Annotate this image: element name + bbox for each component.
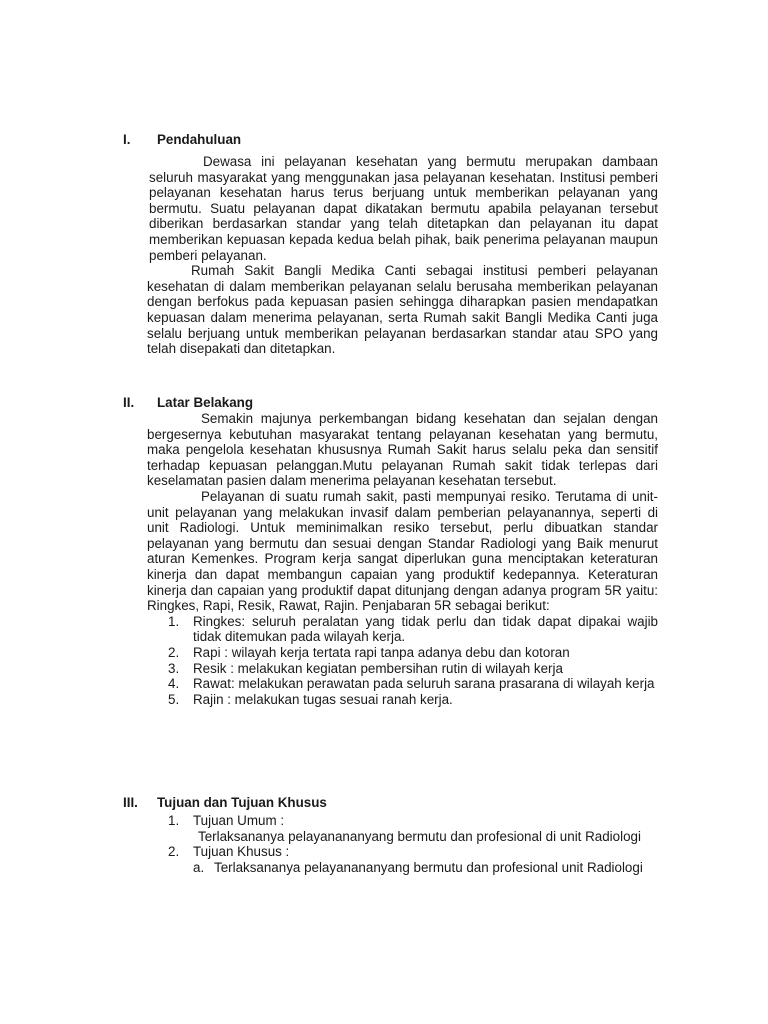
list-item-text: Rawat: melakukan perawatan pada seluruh sarana prasarana di wilayah kerja [193,676,655,692]
list-item [0,614,658,645]
goal-subitem [0,860,658,876]
section-tujuan [0,795,768,875]
goal-description: Terlaksananya pelayanananyang bermutu dan profesional di unit Radiologi [198,828,641,844]
paragraph: Pelayanan di suatu rumah sakit, pasti mempunyai resiko. Terutama di unit-unit pelayanan yang melakukan invasif dalam pemberian pelayanannya, seperti di unit Radiologi. Untuk meminimalkan resiko tersebut, perlu dibuatkan standar pelayanan yang bermutu dan sesuai dengan Standar Radiologi yang Baik menurut aturan Kemenkes. Program kerja sangat diperlukan guna menciptakan keteraturan kinerja dan dapat membangun capaian yang produktif kedepannya. Keteraturan kinerja dan capaian yang produktif dapat ditunjang dengan adanya program 5R yaitu: Ringkes, Rapi, Resik, Rawat, Rajin. Penjabaran 5R sebagai berikut: [147,488,658,614]
paragraph: Rumah Sakit Bangli Medika Canti sebagai institusi pemberi pelayanan kesehatan di dalam memberikan pelayanan selalu berusaha memberikan pelayanan dengan berfokus pada kepuasan pasien sehingga diharapkan pasien mendapatkan kepuasan dalam menerima pelayanan, serta Rumah sakit Bangli Medika Canti juga selalu berjuang untuk memberikan pelayanan berdasarkan standar atau SPO yang telah disepakati dan ditetapkan. [147,263,658,357]
section-heading [0,395,768,411]
section-heading [0,132,768,148]
section-title: Pendahuluan [157,132,242,147]
section-latar-belakang [0,395,768,707]
section-title: Latar Belakang [157,395,254,410]
list-item [0,661,658,677]
list-item-text: Rapi : wilayah kerja tertata rapi tanpa adanya debu dan kotoran [193,644,570,660]
section-number: II. [123,395,135,410]
goal-label: Tujuan Umum : [193,813,285,828]
list-marker: 2. [168,644,180,660]
list-item [0,645,658,661]
list-item [0,676,658,692]
list-item [0,692,658,708]
list-item-text: Ringkes: seluruh peralatan yang tidak perlu dan tidak dapat dipakai wajib tidak ditemukan pada wilayah kerja. [193,613,658,645]
list-marker: 2. [168,844,180,860]
section-number: I. [123,132,131,147]
goal-item-khusus [0,844,658,860]
list-marker: 1. [168,613,180,629]
sublist-marker: a. [193,859,205,875]
list-marker: 5. [168,691,180,707]
list-item-text: Rajin : melakukan tugas sesuai ranah kerja. [193,691,453,707]
list-marker: 1. [168,813,180,828]
goal-subitem-text: Terlaksananya pelayanananyang bermutu dan profesional unit Radiologi [214,859,643,875]
5r-list [0,614,768,708]
goal-label: Tujuan Khusus : [193,844,290,860]
paragraph: Semakin majunya perkembangan bidang kesehatan dan sejalan dengan bergesernya kebutuhan masyarakat tentang pelayanan kesehatan yang bermutu, maka pengelola kesehatan khususnya Rumah Sakit harus selalu peka dan sensitif terhadap kepuasan pelanggan.Mutu pelayanan Rumah sakit tidak terlepas dari keselamatan pasien dalam menerima pelayanan kesehatan tersebut. [147,411,658,489]
section-title: Tujuan dan Tujuan Khusus [157,795,327,810]
section-number: III. [123,795,138,810]
goal-item-umum [0,813,658,829]
list-marker: 4. [168,676,180,692]
list-marker: 3. [168,660,180,676]
list-item-text: Resik : melakukan kegiatan pembersihan rutin di wilayah kerja [193,660,563,676]
section-pendahuluan [0,132,768,357]
section-heading [0,795,768,811]
paragraph: Dewasa ini pelayanan kesehatan yang bermutu merupakan dambaan seluruh masyarakat yang menggunakan jasa pelayanan kesehatan. Institusi pemberi pelayanan kesehatan harus terus berjuang untuk memberikan pelayanan yang bermutu. Suatu pelayanan dapat dikatakan bermutu apabila pelayanan tersebut diberikan berdasarkan standar yang telah ditetapkan dan pelayanan itu dapat memberikan kepuasan kepada kedua belah pihak, baik penerima pelayanan maupun pemberi pelayanan. [149,154,658,263]
